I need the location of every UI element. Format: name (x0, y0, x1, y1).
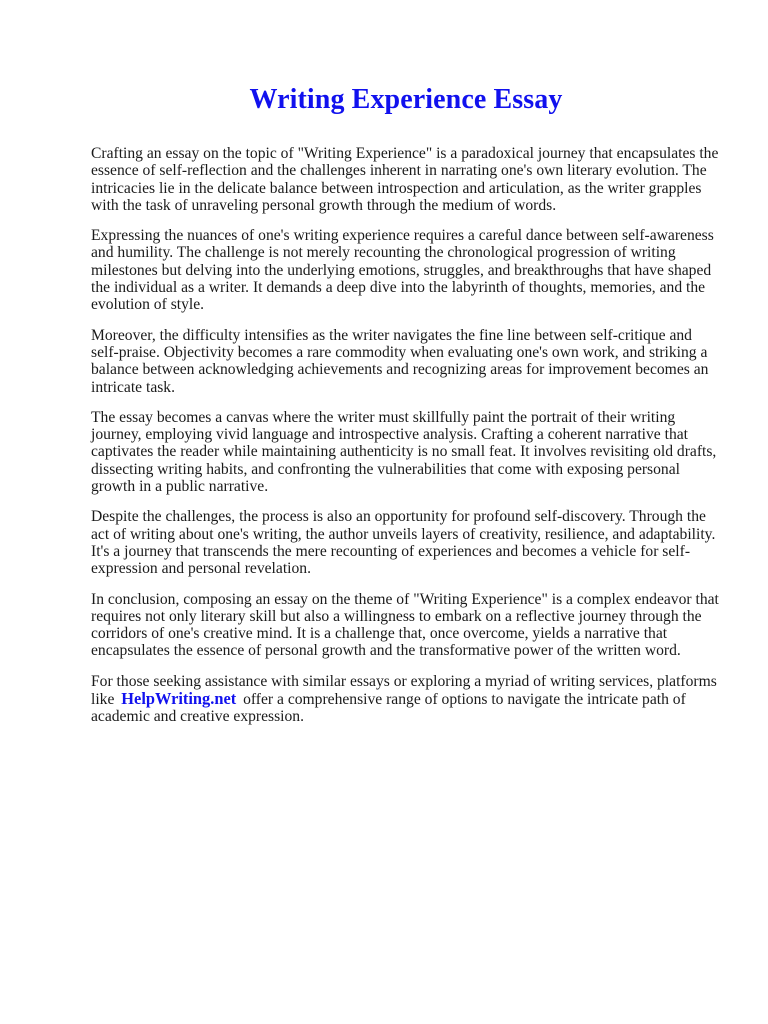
closing-paragraph (91, 673, 721, 726)
paragraph-3: Moreover, the difficulty intensifies as the writer navigates the fine line between self-critique and self-praise. Objectivity becomes a rare commodity when evaluating one's own work, and striking a balance between acknowledging achievements and recognizing areas for improvement becomes an intricate task. (91, 326, 709, 396)
page-title: Writing Experience Essay (249, 84, 563, 115)
paragraph-2: Expressing the nuances of one's writing experience requires a careful dance between self-awareness and humility. The challenge is not merely recounting the chronological progression of writing milestones but delving into the underlying emotions, struggles, and breakthroughs that have shaped the individual as a writer. It demands a deep dive into the labyrinth of thoughts, memories, and the evolution of style. (91, 227, 714, 314)
closing-text-before-link: For those seeking assistance with similar essays or exploring a myriad of writing services, platforms like (91, 672, 717, 709)
paragraph-1: Crafting an essay on the topic of "Writing Experience" is a paradoxical journey that encapsulates the essence of self-reflection and the challenges inherent in narrating one's own literary evolution. The intricacies lie in the delicate balance between introspection and articulation, as the writer grapples with the task of unraveling personal growth through the medium of words. (91, 145, 719, 214)
closing-text-after-link: offer a comprehensive range of options to navigate the intricate path of academic and creative expression. (91, 691, 686, 726)
paragraph-6: In conclusion, composing an essay on the theme of "Writing Experience" is a complex endeavor that requires not only literary skill but also a willingness to embark on a reflective journey through the corridors of one's creative mind. It is a challenge that, once overcome, yields a narrative that encapsulates the essence of personal growth and the transformative power of the written word. (91, 590, 719, 660)
paragraph-5: Despite the challenges, the process is also an opportunity for profound self-discovery. Through the act of writing about one's writing, the author unveils layers of creativity, resilience, and adaptability. It's a journey that transcends the mere recounting of experiences and becomes a vehicle for self-expression and personal revelation. (91, 508, 716, 578)
essay-body (91, 145, 721, 726)
paragraph-4: The essay becomes a canvas where the writer must skillfully paint the portrait of their writing journey, employing vivid language and introspective analysis. Crafting a coherent narrative that captivates the reader while maintaining authenticity is no small feat. It involves revisiting old drafts, dissecting writing habits, and confronting the vulnerabilities that come with exposing personal growth in a public narrative. (91, 408, 717, 496)
helpwriting-link[interactable]: HelpWriting.net (121, 689, 237, 709)
